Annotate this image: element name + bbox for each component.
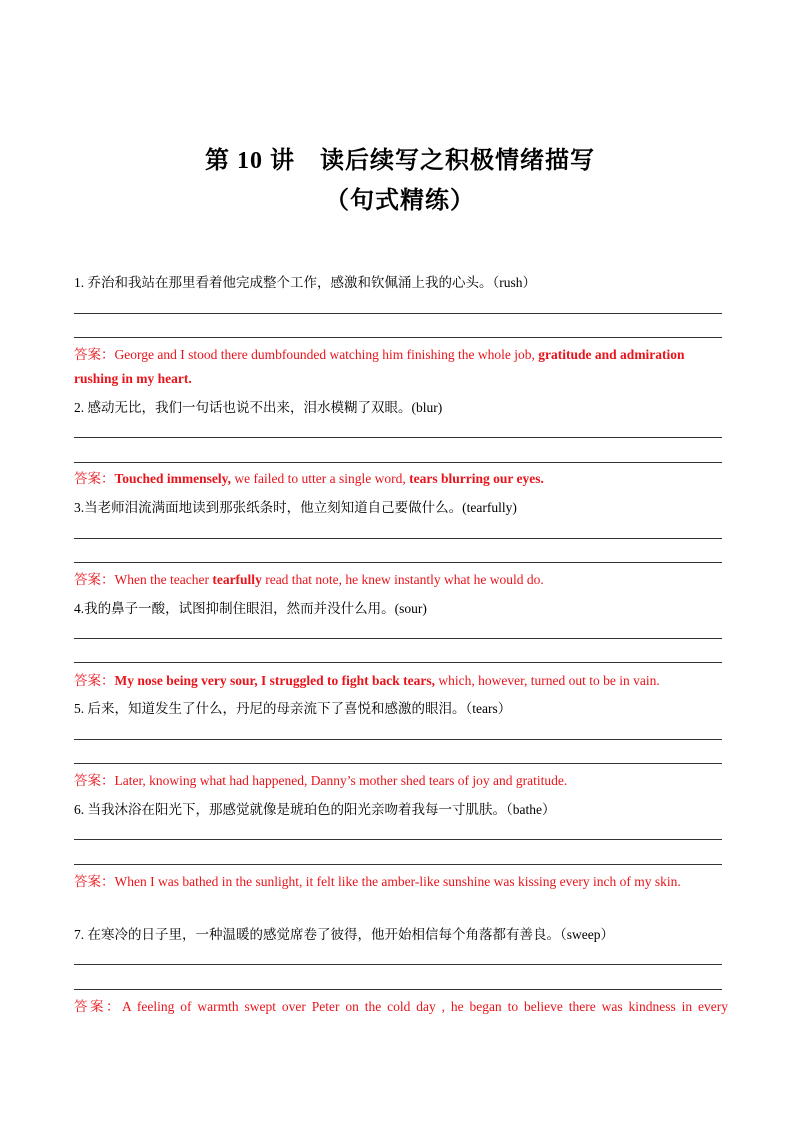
- question-3: 3.当老师泪流满面地读到那张纸条时，他立刻知道自己要做什么。(tearfully): [74, 500, 517, 515]
- answer-text: A feeling of warmth swept over Peter on the cold day , he began to believe there was kindness in every: [122, 999, 729, 1014]
- answer-line: [74, 964, 722, 965]
- answer-line: [74, 763, 722, 764]
- answer-text: When I was bathed in the sunlight, it felt like the amber-like sunshine was kissing every inch of my skin.: [114, 874, 681, 889]
- answer-text: Later, knowing what had happened, Danny’s mother shed tears of joy and gratitude.: [114, 773, 568, 788]
- answer-line: [74, 562, 722, 563]
- question-7: 7. 在寒冷的日子里，一种温暖的感觉席卷了彼得，他开始相信每个角落都有善良。（sweep）: [74, 927, 614, 942]
- answer-5: [74, 769, 728, 793]
- answer-line: [74, 839, 722, 840]
- answer-highlight: tearfully: [212, 572, 262, 587]
- answer-label: 答案：: [74, 673, 115, 688]
- answer-2: [74, 467, 728, 491]
- answer-highlight: tears blurring our eyes.: [409, 471, 544, 486]
- answer-label: 答案：: [74, 347, 115, 362]
- answer-line: [74, 864, 722, 865]
- answer-highlight: My nose being very sour, I struggled to fight back tears,: [114, 673, 435, 688]
- answer-label: 答案：: [74, 999, 123, 1014]
- answer-line: [74, 313, 722, 314]
- answer-line: [74, 638, 722, 639]
- answer-text: read that note, he knew instantly what he would do.: [261, 572, 544, 587]
- answer-line: [74, 739, 722, 740]
- question-1: 1. 乔治和我站在那里看着他完成整个工作，感激和钦佩涌上我的心头。（rush）: [74, 275, 536, 290]
- answer-3: [74, 568, 728, 592]
- page-title: 第 10 讲 读后续写之积极情绪描写: [205, 148, 595, 174]
- answer-line: [74, 462, 722, 463]
- answer-text: George and I stood there dumbfounded watching him finishing the whole job,: [114, 347, 539, 362]
- answer-line: [74, 437, 722, 438]
- question-5: 5. 后来，知道发生了什么，丹尼的母亲流下了喜悦和感激的眼泪。（tears）: [74, 701, 512, 716]
- answer-line: [74, 538, 722, 539]
- answer-highlight: Touched immensely,: [114, 471, 232, 486]
- question-6: 6. 当我沐浴在阳光下，那感觉就像是琥珀色的阳光亲吻着我每一寸肌肤。（bathe）: [74, 802, 556, 817]
- answer-1: [74, 343, 728, 391]
- page-subtitle: （句式精练）: [325, 188, 475, 214]
- answer-text: When the teacher: [114, 572, 213, 587]
- answer-label: 答案：: [74, 773, 115, 788]
- answer-label: 答案：: [74, 572, 115, 587]
- answer-6: [74, 870, 728, 894]
- answer-highlight: gratitude and admiration rushing in my heart.: [74, 347, 685, 386]
- answer-line: [74, 337, 722, 338]
- answer-4: [74, 669, 728, 693]
- answer-line: [74, 989, 722, 990]
- question-4: 4.我的鼻子一酸，试图抑制住眼泪，然而并没什么用。(sour): [74, 601, 427, 616]
- answer-line: [74, 662, 722, 663]
- answer-text: which, however, turned out to be in vain.: [435, 673, 660, 688]
- answer-7: [74, 995, 728, 1019]
- answer-label: 答案：: [74, 874, 115, 889]
- question-2: 2. 感动无比，我们一句话也说不出来，泪水模糊了双眼。(blur): [74, 400, 443, 415]
- answer-label: 答案：: [74, 471, 115, 486]
- answer-text: we failed to utter a single word,: [231, 471, 410, 486]
